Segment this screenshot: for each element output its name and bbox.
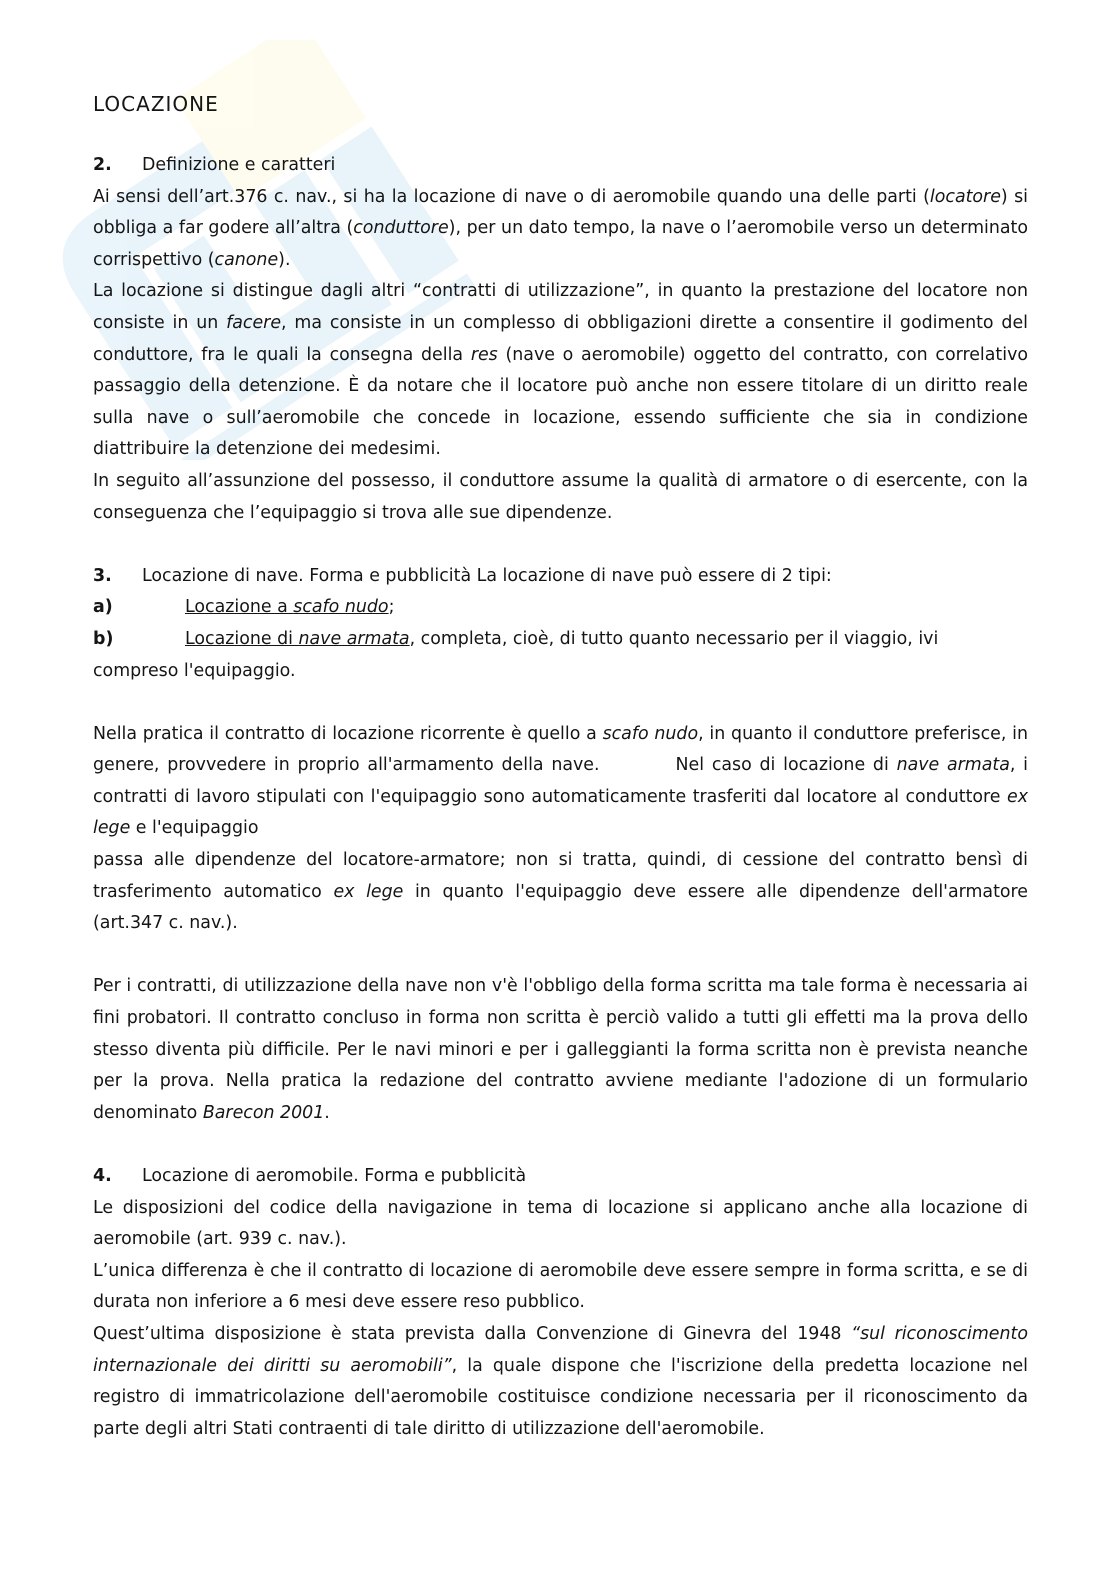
section-title: Locazione di aeromobile. Forma e pubblicità (142, 1166, 527, 1186)
section-3-paragraph-2: Per i contratti, di utilizzazione della nave non v'è l'obbligo della forma scritta ma tale forma è necessaria ai fini probatori. Il contratto concluso in forma non scritta è perciò valido a tutti gli effetti ma la prova dello stesso diventa più difficile. Per le navi minori e per i galleggianti la forma scritta non è prevista neanche per la prova. Nella pratica la redazione del contratto avviene mediante l'adozione di un formulario denominato Barecon 2001. (93, 976, 1028, 1123)
document-page (93, 92, 1028, 1445)
section-4-paragraph-1: Le disposizioni del codice della navigazione in tema di locazione si applicano anche alla locazione di aeromobile (art. 939 c. nav.). (93, 1197, 1028, 1250)
list-item-b-continuation: compreso l'equipaggio. (93, 660, 296, 681)
section-2-paragraph-3: In seguito all’assunzione del possesso, il conduttore assume la qualità di armatore o di esercente, con la conseguenza che l’equipaggio si trova alle sue dipendenze. (93, 470, 1028, 523)
section-number: 4. (93, 1166, 112, 1186)
list-item-a: a) Locazione a scafo nudo; (93, 597, 395, 618)
section-3-paragraph-1: Nella pratica il contratto di locazione ricorrente è quello a scafo nudo, in quanto il conduttore preferisce, in genere, provvedere in proprio all'armamento della nave. Nel caso di locazione di nave armata, i contratti di lavoro stipulati con l'equipaggio sono automaticamente trasferiti dal locatore al conduttore ex lege e l'equipaggio (93, 723, 1029, 839)
section-title: Locazione di nave. Forma e pubblicità La locazione di nave può essere di 2 tipi: (142, 565, 832, 586)
section-4-paragraph-2: L’unica differenza è che il contratto di locazione di aeromobile deve essere sempre in forma scritta, e se di durata non inferiore a 6 mesi deve essere reso pubblico. (93, 1260, 1028, 1313)
document-title: LOCAZIONE (93, 92, 219, 116)
section-3-paragraph-1b: passa alle dipendenze del locatore-armatore; non si tratta, quindi, di cessione del contratto bensì di trasferimento automatico ex lege in quanto l'equipaggio deve essere alle dipendenze dell'armatore (art.347 c. nav.). (93, 850, 1028, 934)
section-2-heading (93, 150, 1028, 182)
section-3-heading (93, 561, 1028, 593)
section-2-paragraph-1: Ai sensi dell’art.376 c. nav., si ha la locazione di nave o di aeromobile quando una delle parti (locatore) si obbliga a far godere all’altra (conduttore), per un dato tempo, la nave o l’aeromobile verso un determinato corrispettivo (canone). (93, 186, 1029, 270)
section-4-paragraph-3: Quest’ultima disposizione è stata prevista dalla Convenzione di Ginevra del 1948 “sul riconoscimento internazionale dei diritti su aeromobili”, la quale dispone che l'iscrizione della predetta locazione nel registro di immatricolazione dell'aeromobile costituisce condizione necessaria per il riconoscimento da parte degli altri Stati contraenti di tale diritto di utilizzazione dell'aeromobile. (93, 1323, 1028, 1439)
section-number: 2. (93, 155, 112, 175)
list-item-b: b) Locazione di nave armata, completa, cioè, di tutto quanto necessario per il viaggio, ivi (93, 628, 939, 649)
section-number: 3. (93, 565, 112, 586)
section-4-heading (93, 1161, 1028, 1193)
section-title: Definizione e caratteri (142, 155, 336, 175)
section-2-paragraph-2: La locazione si distingue dagli altri “contratti di utilizzazione”, in quanto la prestazione del locatore non consiste in un facere, ma consiste in un complesso di obbligazioni dirette a consentire il godimento del conduttore, fra le quali la consegna della res (nave o aeromobile) oggetto del contratto, con correlativo passaggio della detenzione. È da notare che il locatore può anche non essere titolare di un diritto reale sulla nave o sull’aeromobile che concede in locazione, essendo sufficiente che sia in condizione diattribuire la detenzione dei medesimi. (93, 281, 1029, 460)
